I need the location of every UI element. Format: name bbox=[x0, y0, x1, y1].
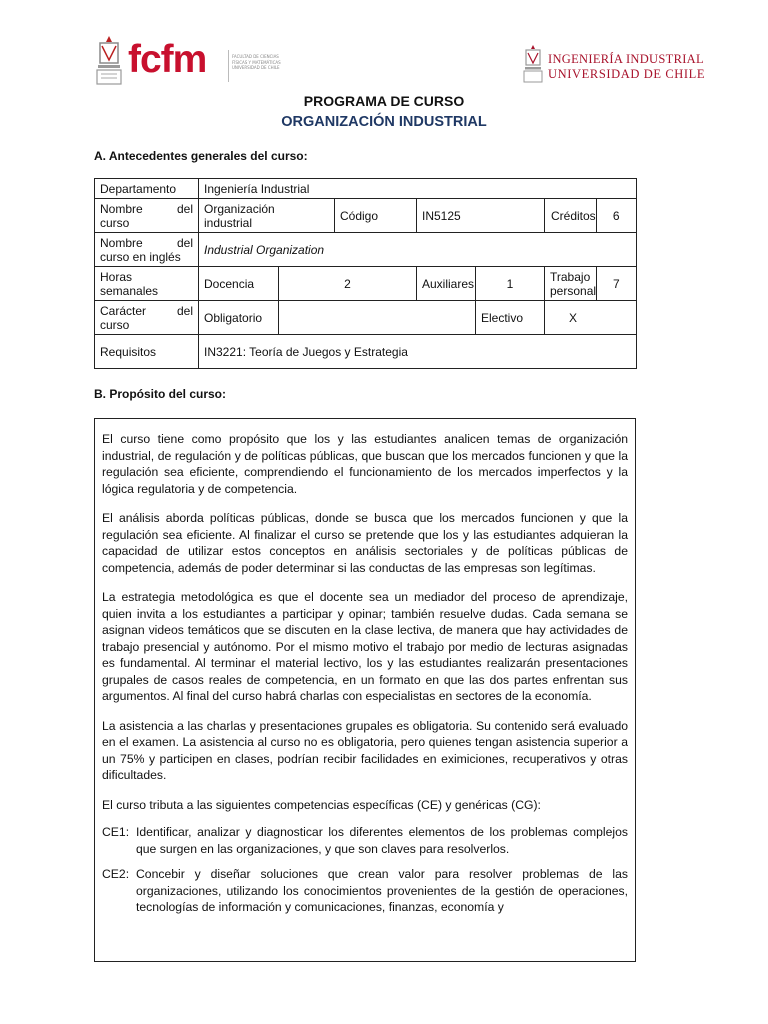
creditos-cell bbox=[545, 199, 637, 233]
table-row bbox=[95, 301, 637, 335]
competencia-code: CE2: bbox=[102, 867, 130, 881]
trabajo-label: Trabajo personal bbox=[550, 269, 597, 298]
requisitos-value: IN3221: Teoría de Juegos y Estrategia bbox=[199, 335, 637, 369]
electivo-value: X bbox=[545, 301, 637, 335]
electivo-label: Electivo bbox=[476, 301, 545, 335]
horas-label: Horas semanales bbox=[95, 267, 199, 301]
ingenieria-industrial-logo bbox=[522, 42, 706, 86]
university-seal-icon bbox=[522, 44, 544, 84]
purpose-paragraph: El análisis aborda políticas públicas, donde se busca que los mercados funcionen y que la regulación sea eficiente. Al finalizar el curso se pretende que los y las estudiantes adquieran la capacidad de utilizar estos conceptos en análisis sectoriales y de políticas públicas de competencia, además de poder determinar si las conductas de las empresas son legítimas. bbox=[102, 511, 628, 575]
creditos-value: 6 bbox=[612, 208, 620, 223]
auxiliares-label: Auxiliares bbox=[417, 267, 476, 301]
purpose-paragraph: El curso tiene como propósito que los y las estudiantes analicen temas de organización industrial, de regulación y de políticas públicas, que buscan que los mercados funcionen y que la regulación sea eficiente, comprendiendo el funcionamiento de los mercados imperfectos y la lógica regulatoria y de competencia. bbox=[102, 432, 628, 496]
table-row bbox=[95, 199, 637, 233]
section-a-heading: A. Antecedentes generales del curso: bbox=[94, 149, 308, 163]
docencia-value: 2 bbox=[279, 267, 417, 301]
logo-line-1: INGENIERÍA INDUSTRIAL bbox=[548, 52, 704, 66]
table-row bbox=[95, 233, 637, 267]
codigo-label: Código bbox=[335, 199, 417, 233]
caracter-label: Carácter del curso bbox=[95, 301, 199, 335]
purpose-paragraph: La asistencia a las charlas y presentaciones grupales es obligatoria. Su contenido será evaluado en el examen. La asistencia al curso no es obligatoria, pero quienes tengan asistencia superior a un 75% y participen en clases, podrían recibir facilidades en eximiciones, recuperativos y otras dificultades. bbox=[102, 718, 628, 782]
codigo-value: IN5125 bbox=[417, 199, 545, 233]
trabajo-cell bbox=[545, 267, 637, 301]
departamento-value: Ingeniería Industrial bbox=[199, 179, 637, 199]
competencia-item bbox=[102, 824, 628, 857]
nombre-value: Organización industrial bbox=[199, 199, 335, 233]
purpose-paragraph: La estrategia metodológica es que el docente sea un mediador del proceso de aprendizaje, quien invita a los estudiantes a participar y opinar; también resuelve dudas. Cada semana se asignan videos temáticos que se discuten en la clase lectiva, de manera que hay actividades de trabajo presencial y autónomo. Por el mismo motivo el trabajo por medio de lecturas asignadas es fundamental. Al terminar el material lectivo, los y las estudiantes realizarán presentaciones grupales de casos reales de competencia, en un formato en que las dos partes enfrentan sus argumentos. Al final del curso habrá charlas con especialistas en sectores de la economía. bbox=[102, 590, 628, 703]
table-row bbox=[95, 267, 637, 301]
departamento-label: Departamento bbox=[95, 179, 199, 199]
table-row bbox=[95, 179, 637, 199]
competencia-text: Identificar, analizar y diagnosticar los diferentes elementos de los problemas complejos que surgen en las organizaciones, y que son claves para resolverlos. bbox=[136, 825, 628, 856]
competencia-text: Concebir y diseñar soluciones que crean valor para resolver problemas de las organizaciones, utilizando los conocimientos provenientes de la gestión de operaciones, tecnologías de información y comunicaciones, finanzas, economía y bbox=[136, 867, 628, 914]
fcfm-logo bbox=[94, 32, 290, 88]
purpose-paragraph: El curso tributa a las siguientes competencias específicas (CE) y genéricas (CG): bbox=[102, 797, 541, 812]
ingles-label: Nombre del curso en inglés bbox=[95, 233, 199, 267]
purpose-box bbox=[94, 418, 636, 962]
logo-line-2: UNIVERSIDAD DE CHILE bbox=[548, 67, 706, 81]
university-seal-icon bbox=[94, 34, 124, 86]
section-b-heading: B. Propósito del curso: bbox=[94, 387, 227, 401]
creditos-label: Créditos bbox=[551, 208, 596, 223]
document-title: PROGRAMA DE CURSO bbox=[303, 93, 465, 109]
course-title: ORGANIZACIÓN INDUSTRIAL bbox=[281, 114, 487, 130]
competencia-code: CE1: bbox=[102, 825, 130, 839]
docencia-label: Docencia bbox=[199, 267, 279, 301]
obligatorio-label: Obligatorio bbox=[199, 301, 279, 335]
table-row bbox=[95, 335, 637, 369]
ingles-value: Industrial Organization bbox=[199, 233, 637, 267]
fcfm-wordmark: fcfm bbox=[128, 38, 207, 81]
course-info-table bbox=[94, 178, 637, 369]
trabajo-value: 7 bbox=[613, 276, 620, 291]
auxiliares-value: 1 bbox=[476, 267, 545, 301]
nombre-label: Nombre del curso bbox=[95, 199, 199, 233]
requisitos-label: Requisitos bbox=[95, 335, 199, 369]
obligatorio-value bbox=[279, 301, 476, 335]
competencia-item bbox=[102, 866, 628, 916]
fcfm-subtext: FACULTAD DE CIENCIAS FÍSICAS Y MATEMÁTICAS UNIVERSIDAD DE CHILE bbox=[232, 54, 281, 70]
